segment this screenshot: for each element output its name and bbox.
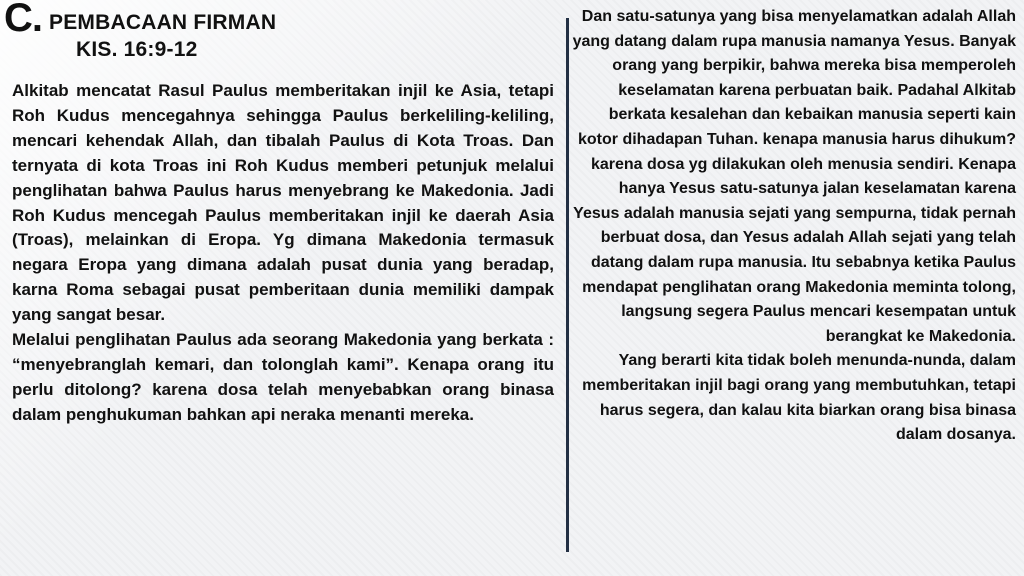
left-paragraph-2: Melalui penglihatan Paulus ada seorang Makedonia yang berkata : “menyebranglah kemari, dan tolonglah kami”. Kenapa orang itu perlu ditolong? karena dosa telah menyebabkan orang binasa dalam penghukuman bahkan api neraka menanti mereka.	[12, 330, 554, 424]
right-paragraph-2: Yang berarti kita tidak boleh menunda-nunda, dalam memberitakan injil bagi orang yang membutuhkan, tetapi harus segera, dan kalau kita biarkan orang bisa binasa dalam dosanya.	[582, 352, 1016, 444]
column-divider	[566, 18, 569, 552]
section-letter: C.	[4, 0, 42, 40]
page-title: PEMBACAAN FIRMAN	[49, 11, 277, 34]
slide-header	[4, 0, 304, 66]
right-text-column	[572, 5, 1016, 448]
left-text-column	[12, 79, 554, 428]
scripture-reference: KIS. 16:9-12	[76, 38, 198, 61]
left-paragraph-1: Alkitab mencatat Rasul Paulus memberitakan injil ke Asia, tetapi Roh Kudus mencegahnya sehingga Paulus berkeliling-keliling, mencari kehendak Allah, dan tibalah Paulus di Kota Troas. Dan ternyata di kota Troas ini Roh Kudus memberi petunjuk melalui penglihatan bahwa Paulus harus menyebrang ke Makedonia. Jadi Roh Kudus mencegah Paulus memberitakan injil ke daerah Asia (Troas), melainkan di Eropa. Yg dimana Makedonia termasuk negara Eropa yang dimana adalah pusat dunia yang beradap, karna Roma sebagai pusat pemberitaan dunia memiliki dampak yang sangat besar.	[12, 81, 554, 325]
right-paragraph-1: Dan satu-satunya yang bisa menyelamatkan adalah Allah yang datang dalam rupa manusia namanya Yesus. Banyak orang yang berpikir, bahwa mereka bisa memperoleh keselamatan karena perbuatan baik. Padahal Alkitab berkata kesalehan dan kebaikan manusia seperti kain kotor dihadapan Tuhan. kenapa manusia harus dihukum? karena dosa yg dilakukan oleh menusia sendiri. Kenapa hanya Yesus satu-satunya jalan keselamatan karena Yesus adalah manusia sejati yang sempurna, tidak pernah berbuat dosa, dan Yesus adalah Allah sejati yang telah datang dalam rupa manusia. Itu sebabnya ketika Paulus mendapat penglihatan orang Makedonia meminta tolong, langsung segera Paulus mencari kesempatan untuk berangkat ke Makedonia.	[572, 8, 1016, 345]
